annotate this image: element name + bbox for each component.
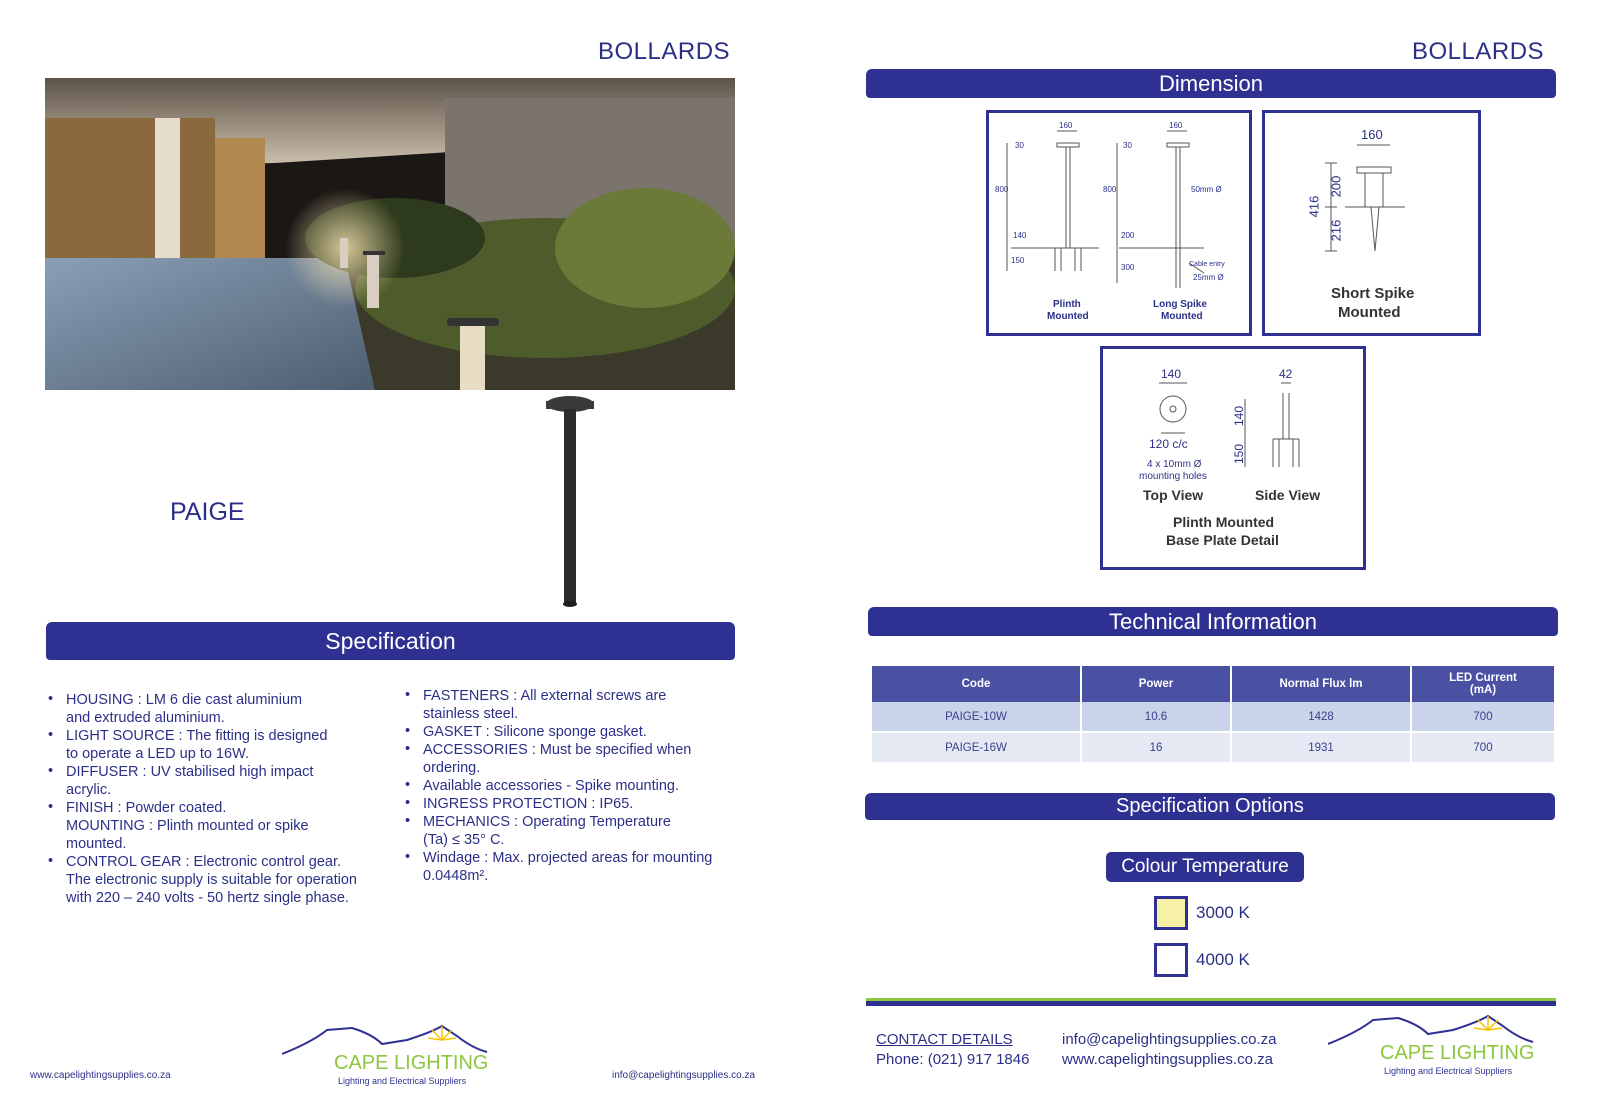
dim-150-sideview: 150 — [1232, 443, 1247, 465]
cell-led-current: 700 — [1411, 702, 1555, 732]
contact-phone: Phone: (021) 917 1846 — [876, 1051, 1030, 1068]
cell-power: 16 — [1081, 732, 1231, 763]
spec-item: The electronic supply is suitable for operation — [66, 872, 357, 888]
technical-info-table — [872, 666, 1556, 764]
contact-website[interactable]: www.capelightingsupplies.co.za — [1062, 1051, 1273, 1068]
spec-item: • FINISH : Powder coated. — [46, 799, 396, 817]
logo-right — [1328, 1012, 1538, 1082]
cable-entry-label: Cable entry — [1189, 261, 1225, 268]
dim-800-longspike: 800 — [1103, 185, 1117, 194]
footer-email-left: info@capelightingsupplies.co.za — [612, 1070, 756, 1081]
spec-item: • DIFFUSER : UV stabilised high impact — [46, 763, 396, 781]
logo-tagline: Lighting and Electrical Suppliers — [338, 1076, 467, 1086]
dim-160-plinth: 160 — [1059, 121, 1073, 130]
short-spike-label-2: Mounted — [1338, 304, 1401, 321]
longspike-label-1: Long Spike — [1153, 299, 1207, 310]
spec-item: • MECHANICS : Operating Temperature — [403, 813, 743, 831]
mounting-holes-label: mounting holes — [1139, 471, 1207, 482]
swatch-3000k[interactable] — [1154, 896, 1188, 930]
spec-item: • HOUSING : LM 6 die cast aluminium — [46, 691, 396, 709]
cell-code: PAIGE-16W — [872, 732, 1081, 763]
table-row — [872, 732, 1555, 763]
logo-tagline-right: Lighting and Electrical Suppliers — [1384, 1066, 1513, 1076]
cell-code: PAIGE-10W — [872, 702, 1081, 732]
cell-power: 10.6 — [1081, 702, 1231, 732]
colour-temperature-label — [1106, 852, 1304, 882]
plinth-label-1: Plinth — [1053, 299, 1081, 310]
spec-item: mounted. — [66, 836, 127, 852]
cell-flux: 1931 — [1231, 732, 1411, 763]
dim-416: 416 — [1306, 195, 1322, 218]
spec-item: • CONTROL GEAR : Electronic control gear. — [46, 853, 396, 871]
cell-led-current: 700 — [1411, 732, 1555, 763]
dim-160-longspike: 160 — [1169, 121, 1183, 130]
spec-item: stainless steel. — [423, 706, 519, 722]
dimension-heading — [866, 69, 1556, 98]
footer-divider — [866, 998, 1556, 1006]
dim-200-longspike: 200 — [1121, 231, 1135, 240]
col-header-power: Power — [1081, 666, 1231, 702]
specification-heading — [46, 622, 735, 660]
logo-name: CAPE LIGHTING — [334, 1052, 489, 1074]
left-category-title: BOLLARDS — [598, 38, 731, 65]
right-category-title: BOLLARDS — [1412, 38, 1545, 65]
dim-160-shortspike: 160 — [1361, 127, 1383, 142]
top-view-label: Top View — [1143, 487, 1204, 503]
bollard-dimension-drawing — [989, 113, 1249, 333]
dim-300-longspike: 300 — [1121, 263, 1135, 272]
footer-website-left: www.capelightingsupplies.co.za — [30, 1070, 171, 1081]
dim-140-sideview: 140 — [1232, 405, 1247, 427]
spec-item: • Available accessories - Spike mounting. — [403, 777, 743, 795]
spec-item: • LIGHT SOURCE : The fitting is designed — [46, 727, 396, 745]
option-4000k-label: 4000 K — [1196, 950, 1250, 969]
cable-entry-size: 25mm Ø — [1193, 273, 1224, 282]
col-header-led-current-line1: LED Current — [1449, 672, 1517, 684]
dim-30-plinth: 30 — [1015, 141, 1024, 150]
spec-item: 0.0448m². — [423, 868, 489, 884]
spec-item: • Windage : Max. projected areas for mounting — [403, 849, 743, 867]
base-plate-detail-diagram — [1100, 346, 1366, 570]
dim-216-shortspike: 216 — [1328, 219, 1344, 242]
hero-photo — [45, 78, 735, 390]
spec-item: • GASKET : Silicone sponge gasket. — [403, 723, 743, 741]
dim-140-topview: 140 — [1161, 367, 1182, 381]
col-header-led-current-line2: (mA) — [1469, 684, 1497, 696]
spec-item: • FASTENERS : All external screws are — [403, 687, 743, 705]
technical-information-heading — [868, 607, 1558, 636]
spec-item: with 220 – 240 volts - 50 hertz single phase. — [66, 890, 349, 906]
short-spike-label-1: Short Spike — [1331, 285, 1415, 302]
dim-50mm-diameter: 50mm Ø — [1191, 185, 1222, 194]
table-header-row — [872, 666, 1555, 702]
swatch-4000k[interactable] — [1154, 943, 1188, 977]
spec-item: to operate a LED up to 16W. — [66, 746, 249, 762]
option-3000k-label: 3000 K — [1196, 903, 1250, 922]
technical-information-heading-text: Technical Information — [1109, 609, 1317, 634]
specification-options-heading — [865, 793, 1555, 820]
base-plate-caption-1: Plinth Mounted — [1173, 514, 1275, 530]
base-plate-caption-2: Base Plate Detail — [1166, 532, 1279, 548]
side-view-label: Side View — [1255, 487, 1321, 503]
contact-email[interactable]: info@capelightingsupplies.co.za — [1062, 1031, 1277, 1048]
mounting-holes-size: 4 x 10mm Ø — [1147, 459, 1202, 470]
dim-42-sideview: 42 — [1279, 367, 1293, 381]
col-header-led-current — [1411, 666, 1555, 702]
logo-name-right: CAPE LIGHTING — [1380, 1042, 1535, 1064]
specification-list-col2 — [403, 687, 743, 885]
spec-item: • INGRESS PROTECTION : IP65. — [403, 795, 743, 813]
col-header-code: Code — [872, 666, 1081, 702]
spec-item: (Ta) ≤ 35° C. — [423, 832, 505, 848]
table-row — [872, 702, 1555, 732]
dim-120-cc: 120 c/c — [1149, 437, 1188, 451]
dim-800-plinth: 800 — [995, 185, 1009, 194]
specification-list-col1 — [46, 691, 396, 907]
product-image — [540, 395, 600, 610]
dim-140-plinth: 140 — [1013, 231, 1027, 240]
colour-temperature-label-text: Colour Temperature — [1121, 856, 1289, 877]
contact-details-heading: CONTACT DETAILS — [876, 1031, 1013, 1048]
logo-left — [282, 1022, 492, 1092]
dimension-heading-text: Dimension — [1159, 71, 1263, 96]
plinth-longspike-diagram — [986, 110, 1252, 336]
spec-item: acrylic. — [66, 782, 112, 798]
short-spike-diagram — [1262, 110, 1481, 336]
col-header-flux: Normal Flux lm — [1231, 666, 1411, 702]
dim-30-longspike: 30 — [1123, 141, 1132, 150]
spec-item: MOUNTING : Plinth mounted or spike — [66, 818, 309, 834]
spec-item: • ACCESSORIES : Must be specified when — [403, 741, 743, 759]
spec-item: ordering. — [423, 760, 481, 776]
spec-item: and extruded aluminium. — [66, 710, 225, 726]
cell-flux: 1428 — [1231, 702, 1411, 732]
specification-options-heading-text: Specification Options — [1116, 795, 1304, 817]
longspike-label-2: Mounted — [1161, 311, 1203, 322]
plinth-label-2: Mounted — [1047, 311, 1089, 322]
dim-200-shortspike: 200 — [1328, 175, 1344, 198]
dim-150-plinth: 150 — [1011, 256, 1025, 265]
specification-heading-text: Specification — [325, 628, 456, 654]
product-name: PAIGE — [170, 498, 245, 526]
